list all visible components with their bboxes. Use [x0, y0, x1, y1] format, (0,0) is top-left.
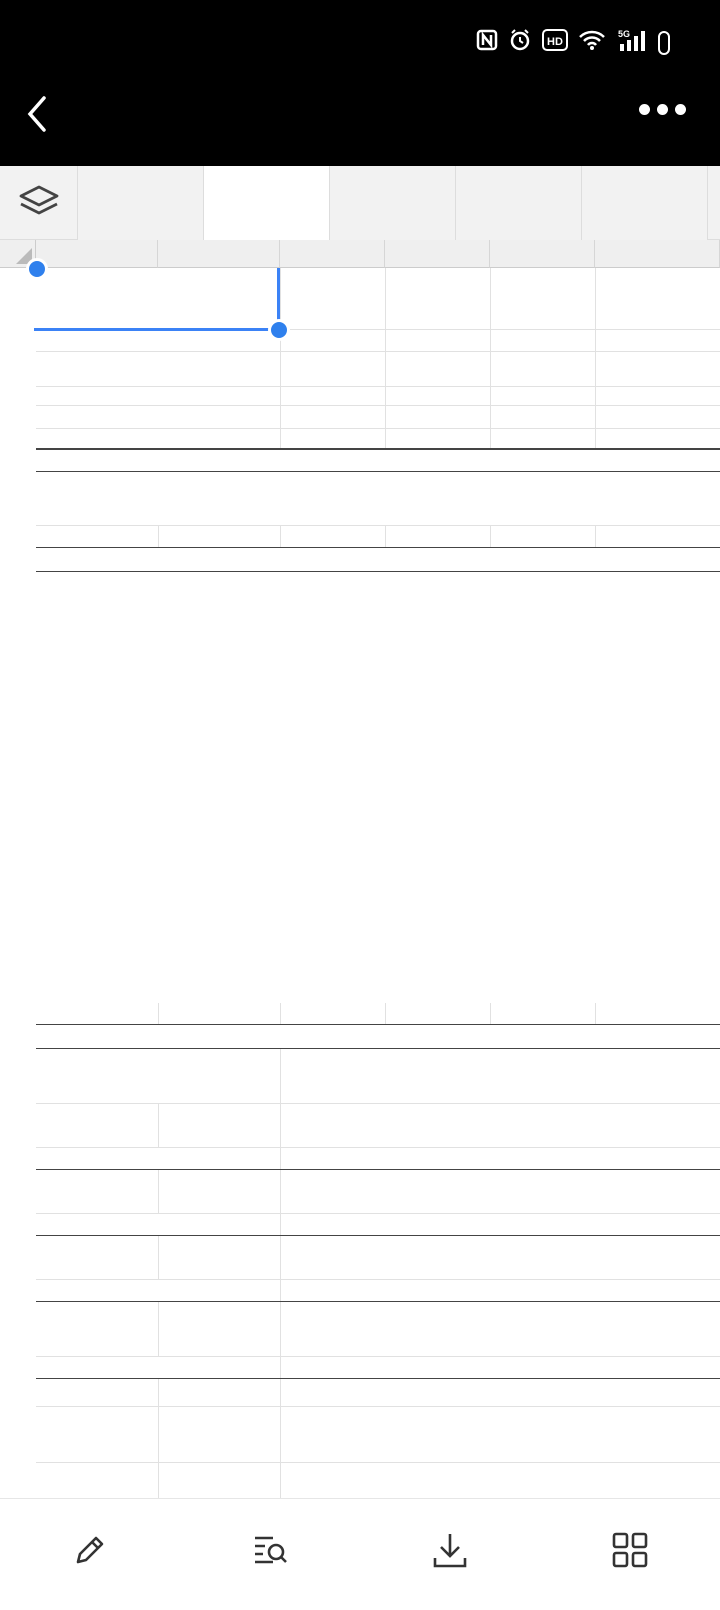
svg-text:HD: HD: [547, 36, 563, 48]
skill-move: [158, 1407, 280, 1463]
skill-row-28: [36, 1170, 720, 1214]
skill-row-31: [36, 1280, 720, 1302]
tab-xuedao[interactable]: [582, 166, 708, 240]
skill-name: [36, 1148, 280, 1170]
selection-handle-end[interactable]: [268, 319, 290, 341]
skill-row-35: [36, 1407, 720, 1463]
bottom-toolbar: [0, 1498, 720, 1610]
layers-icon: [17, 183, 61, 223]
section-header-wugong: [486, 1025, 686, 1049]
battery-indicator: [658, 31, 670, 55]
tab-quanzhen[interactable]: [204, 166, 330, 240]
column-header-b[interactable]: [158, 240, 280, 268]
skill-requirement: [280, 1049, 720, 1104]
skill-command: [36, 1236, 158, 1280]
back-arrow-icon: [16, 92, 60, 136]
skill-requirement: [280, 1214, 720, 1236]
sheet-list-button[interactable]: [0, 166, 78, 240]
save-button[interactable]: [360, 1499, 540, 1610]
skill-name: [36, 1357, 280, 1379]
skill-desc: [280, 1302, 720, 1357]
wifi-icon: [578, 29, 606, 56]
skill-desc: [280, 1170, 720, 1214]
column-header-a[interactable]: [36, 240, 158, 268]
skill-row-27: [36, 1148, 720, 1170]
column-header-f[interactable]: [595, 240, 720, 268]
edit-online-button[interactable]: [0, 1499, 180, 1610]
more-dots-icon: [639, 104, 650, 115]
skill-name: [36, 1049, 280, 1104]
skill-requirement: [280, 1148, 720, 1170]
skill-requirement: [280, 1280, 720, 1302]
skill-move: [158, 1170, 280, 1214]
section-header-jianshu: [516, 450, 626, 472]
top-bar: [0, 0, 720, 166]
status-icons: [476, 28, 670, 57]
column-header-c[interactable]: [280, 240, 385, 268]
skill-desc: [280, 1407, 720, 1463]
hd-icon: [542, 29, 568, 56]
event-label: [36, 387, 280, 405]
column-header-e[interactable]: [490, 240, 595, 268]
tab-xueshan[interactable]: [456, 166, 582, 240]
more-options-button[interactable]: [639, 104, 686, 115]
skill-row-32: [36, 1302, 720, 1357]
skill-row-33: [36, 1357, 720, 1379]
search-list-icon: [250, 1530, 290, 1570]
cell-selection[interactable]: [34, 268, 280, 331]
skill-command: [36, 1104, 158, 1148]
skill-row-26: [36, 1104, 720, 1148]
personal-label: [36, 352, 280, 386]
more-button[interactable]: [540, 1499, 720, 1610]
skill-row-34: [36, 1379, 720, 1407]
skill-command: [36, 1302, 158, 1357]
skill-row-30: [36, 1236, 720, 1280]
signal-5g-icon: [616, 28, 648, 57]
skill-move: [158, 1379, 280, 1407]
sheet-tabs: [0, 166, 720, 240]
skill-move: [158, 1104, 280, 1148]
svg-text:5G: 5G: [618, 29, 631, 39]
skill-name: [36, 1214, 280, 1236]
find-button[interactable]: [180, 1499, 360, 1610]
skill-row-29: [36, 1214, 720, 1236]
skill-command: [36, 1379, 158, 1407]
pencil-icon: [70, 1530, 110, 1570]
section-header-baishi: [486, 548, 686, 572]
public-martial-label: [36, 330, 280, 351]
download-icon: [430, 1530, 470, 1570]
skill-desc: [280, 1104, 720, 1148]
grid-icon: [610, 1530, 650, 1570]
intro-text: [36, 472, 720, 526]
skill-move: [158, 1302, 280, 1357]
nav-block: [36, 268, 720, 450]
skill-command: [36, 1170, 158, 1214]
other-label: [36, 406, 280, 428]
skill-name: [36, 1280, 280, 1302]
back-button[interactable]: [16, 92, 60, 136]
skill-desc: [280, 1236, 720, 1280]
skill-move: [158, 1236, 280, 1280]
nfc-icon: [476, 29, 498, 56]
spreadsheet-grid[interactable]: [0, 240, 720, 1498]
selection-handle-start[interactable]: [26, 258, 48, 280]
skill-desc: [280, 1379, 720, 1407]
skill-row-25: [36, 1049, 720, 1104]
column-header-d[interactable]: [385, 240, 490, 268]
skill-requirement: [280, 1357, 720, 1379]
tab-gumu[interactable]: [78, 166, 204, 240]
alarm-icon: [508, 28, 532, 57]
tab-shenlong[interactable]: [330, 166, 456, 240]
skill-command: [36, 1407, 158, 1463]
